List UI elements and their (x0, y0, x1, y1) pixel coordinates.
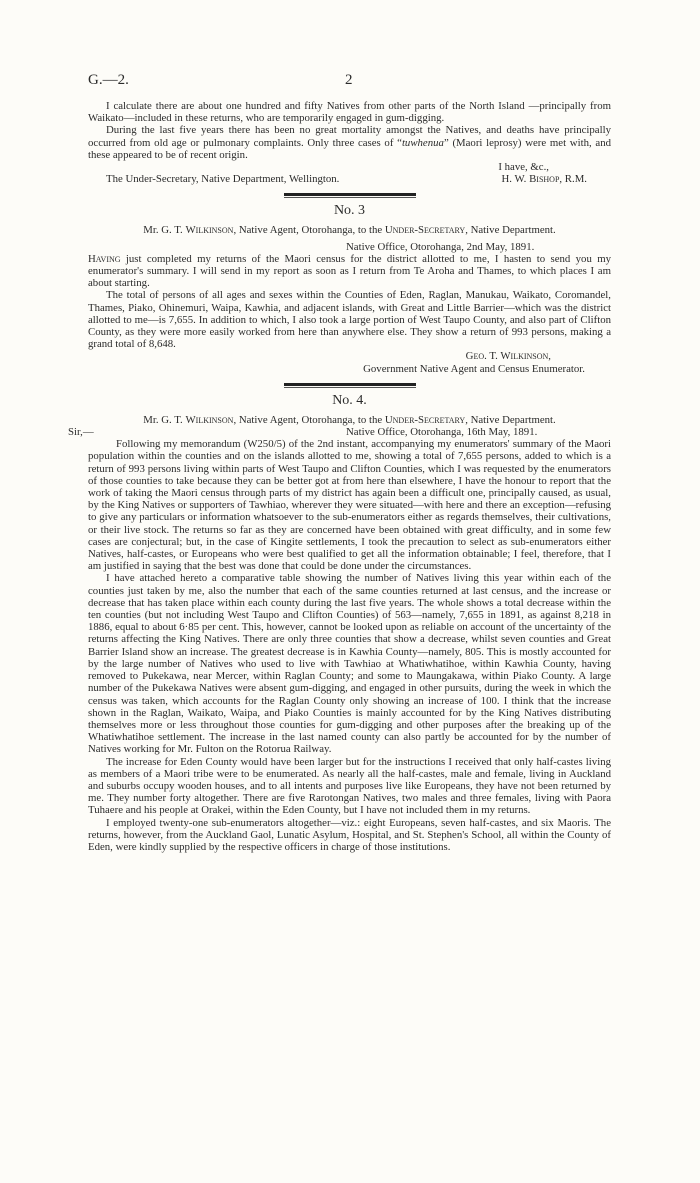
signature-title: Government Native Agent and Census Enumerator. (363, 362, 585, 375)
page-number: 2 (345, 72, 353, 88)
document-reference: G.—2. (88, 72, 129, 88)
subheading-text: , Native Agent, Otorohanga, to the (233, 224, 385, 237)
paragraph: I calculate there are about one hundred and fifty Natives from other parts of the North Island —principally from Waikato—included in these returns, who are temporarily engaged in gum-digging. (88, 100, 611, 125)
paragraph-text: During the last five years there has been no great mortality amongst the Natives, and deaths have principally occurred from old age or pulmonary complaints. Only three cases of “ (88, 124, 611, 149)
paragraph (88, 124, 611, 161)
place-date: Native Office, Otorohanga, 2nd May, 1891. (346, 240, 535, 253)
italic-term: tuwhenua (401, 136, 444, 149)
section-divider (284, 383, 416, 386)
document-page (68, 72, 612, 853)
addressee: The Under-Secretary, Native Department, Wellington. (106, 173, 340, 186)
subheading-name: Wilkinson (185, 224, 234, 237)
signature-row (88, 173, 611, 185)
paragraph-text: ” (Maori leprosy) were met with, and these appeared to be of recent origin. (88, 136, 612, 161)
paragraph: I have attached hereto a comparative table showing the number of Natives living this year within each of the counties just taken by me, also the number that each of the same counties returned at last census, and the increase or decrease that has taken place within each county during the last five years. The whole shows a total decrease within the ten counties (but not including West Taupo and Clifton Counties) of 563—namely, 7,655 in 1891, as against 8,218 in 1886, equal to about 6·85 per cent. This, however, cannot be looked upon as reliable on account of the uncertainty of the returns affecting the King Natives. There are only three counties that show a decrease, whilst seven counties and Great Barrier Island show an increase. The greatest decrease is in Kawhia County—namely, 805. This is mostly accounted for by the large number of Natives who used to live with Tawhiao at Whatiwhatihoe, within Kawhia County, having removed to Pukekawa, near Mercer, within Raglan County; and some to Maungakawa, within Piako County. A large number of the Pukekawa Natives were absent gum-digging, and engaged in other pursuits, during the week in which the census was taken, which accounts for the Raglan County only showing an increase of 100. I think that the increase shown in the Raglan, Waikato, Waipa, and Piako Counties is mainly accounted for by the King Natives distributing themselves more or less throughout those counties for gum-digging and other purposes after the breaking up of the Whatiwhatihoe settlement. The increase in the last named county can also partly be accounted for by the number of Natives working for Mr. Fulton on the Rotorua Railway. (88, 572, 611, 756)
section-divider (284, 193, 416, 196)
subheading-title: Under-Secretary (384, 224, 466, 237)
place-date: Native Office, Otorohanga, 16th May, 1891. (346, 426, 538, 439)
closing-line: I have, &c., (498, 161, 549, 174)
subheading-text: , Native Agent, Otorohanga, to the (233, 413, 385, 426)
signature: Geo. T. Wilkinson, (465, 350, 551, 363)
subheading-text: Mr. G. T. (143, 413, 186, 426)
section-heading: No. 3 (333, 203, 366, 219)
salutation-row (68, 426, 611, 439)
subheading-text: , Native Department. (465, 224, 556, 237)
paragraph: Following my memorandum (W250/5) of the 2nd instant, accompanying my enumerators' summary of the Maori population within the counties and on the islands allotted to me, showing a total of 7,655 persons, added to which is a return of 993 persons living within parts of West Taupo and Clifton Counties, which I was requested by the enumerators of those counties to take because they can be better got at from here than elsewhere, I have the honour to report that the work of taking the Maori census through parts of my district has again been a difficult one, principally caused, as usual, by the King Natives or supporters of Tawhiao, wherever they were situated—with here and there an exception—refusing to give any particulars or information whatsoever to the sub-enumerators either as regards themselves, their cultivations, or their live stock. The returns so far as they are concerned have been obtained with great difficulty, and in some few cases are conjectural; but, in the case of Kingite settlements, I took the precaution to select as sub-enumerators either Natives, half-castes, or Europeans who were best qualified to get all the information obtainable; I feel, therefore, that I am justified in saying that the best was done that could be done under the circumstances. (88, 438, 611, 573)
subheading-title: Under-Secretary (384, 413, 466, 426)
paragraph: I employed twenty-one sub-enumerators altogether—viz.: eight Europeans, seven half-castes, and six Maoris. The returns, however, from the Auckland Gaol, Lunatic Asylum, Hospital, and St. Stephen's School, all within the County of Eden, were kindly supplied by the respective officers in charge of those institutions. (88, 816, 611, 853)
first-word: Having (88, 252, 121, 265)
subheading-text: Mr. G. T. (143, 224, 186, 237)
subheading-name: Wilkinson (185, 413, 234, 426)
paragraph: The total of persons of all ages and sexes within the Counties of Eden, Raglan, Manukau, Waikato, Coromandel, Thames, Piako, Ohinemuri, Waipa, Kawhia, and adjacent islands, with Great and Little Barrier—which was the district allotted to me—is 7,655. In addition to which, I also took a large portion of West Taupo County, and also part of Clifton County, as they were more easily worked from here than anywhere else. They show a return of 993 persons, making a grand total of 8,648. (88, 289, 611, 351)
signature: H. W. Bishop, R.M. (501, 173, 587, 186)
salutation: Sir,— (68, 426, 94, 439)
section-subheading (88, 224, 611, 236)
paragraph: The increase for Eden County would have been larger but for the instructions I received that only half-castes living as members of a Maori tribe were to be enumerated. As nearly all the half-castes, male and female, living in Auckland and suburbs occupy wooden houses, and to all intents and purposes live like Europeans, they have not been returned by me. They number forty altogether. There are five Rarotongan Natives, two males and three females, living with Paora Tuhaere and his people at Orakei, within the Eden County, but I have not included them in my returns. (88, 755, 611, 817)
page-header (88, 74, 611, 100)
paragraph (88, 253, 611, 290)
section-subheading (88, 414, 611, 426)
paragraph-text: just completed my returns of the Maori census for the district allotted to me, I hasten to send you my enumerator's summary. I will send in my report as soon as I return from Te Aroha and Thames, to which places I am about starting. (88, 252, 611, 290)
subheading-text: , Native Department. (465, 413, 556, 426)
section-heading: No. 4. (332, 392, 367, 408)
